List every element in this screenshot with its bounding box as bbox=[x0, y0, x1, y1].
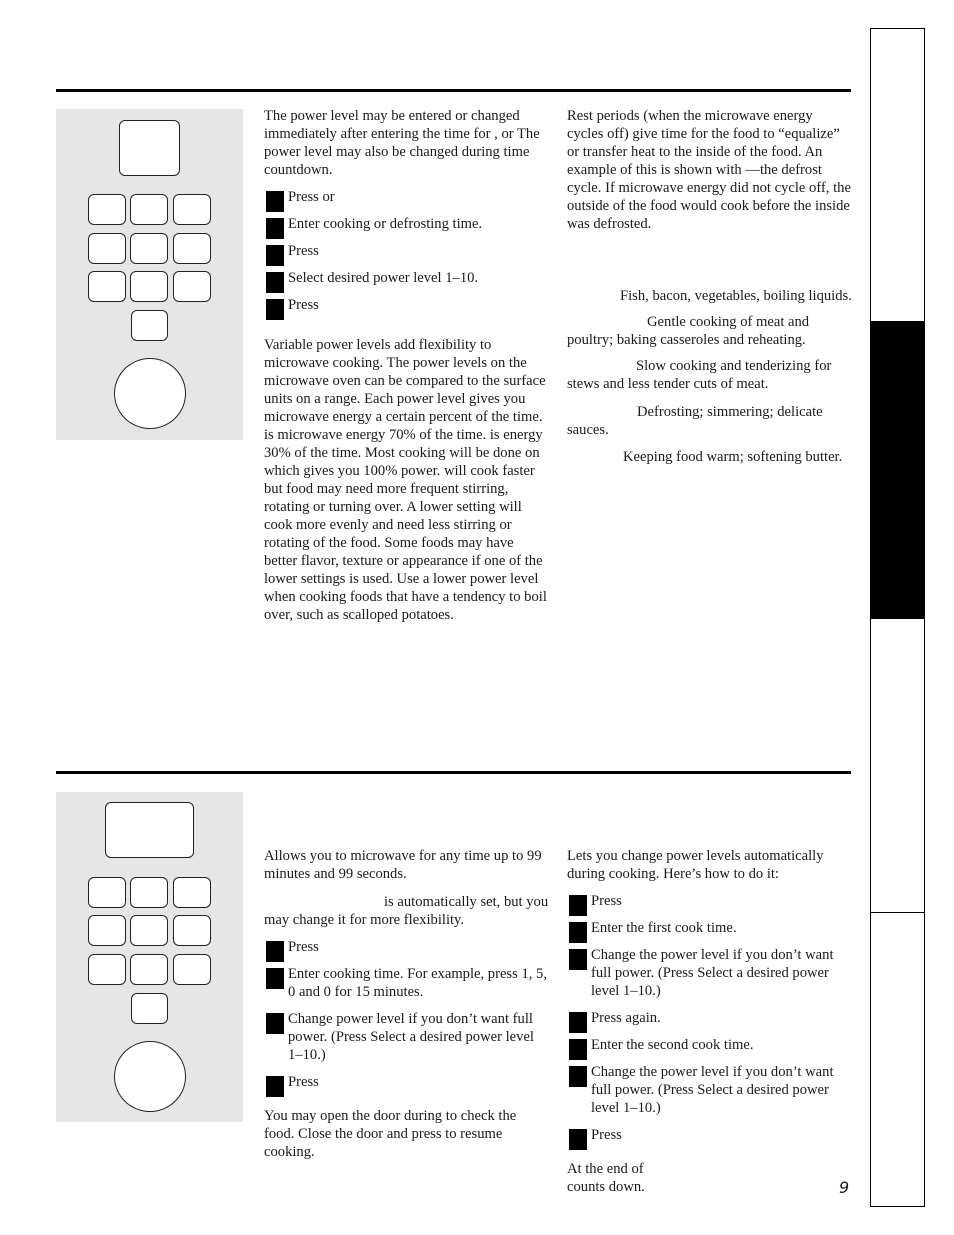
number-key bbox=[88, 954, 126, 985]
step-2: Enter the first cook time. bbox=[567, 919, 852, 937]
step-number-block bbox=[266, 245, 284, 266]
page-number: 9 bbox=[839, 1178, 850, 1197]
power-level-use-4: Defrosting; simmering; delicate sauces. bbox=[567, 404, 823, 438]
number-key bbox=[130, 954, 168, 985]
step-number-block bbox=[569, 949, 587, 970]
step-number-block bbox=[569, 1066, 587, 1087]
number-key bbox=[130, 271, 168, 302]
time-cook-column bbox=[264, 847, 549, 1161]
step-2: Enter cooking time. For example, press 1, 5, 0 and 0 for 15 minutes. bbox=[264, 965, 549, 1001]
number-key bbox=[131, 310, 168, 341]
section-rule-bottom bbox=[56, 771, 851, 774]
power-level-use-2: Gentle cooking of meat and poultry; baking casseroles and reheating. bbox=[567, 314, 810, 348]
step-number-block bbox=[266, 272, 284, 293]
step-number-block bbox=[569, 1039, 587, 1060]
number-key bbox=[131, 993, 168, 1024]
display-key bbox=[119, 120, 180, 176]
multi-stage-column bbox=[567, 847, 852, 1196]
number-key bbox=[130, 194, 168, 225]
number-key bbox=[88, 915, 126, 946]
step-3: Change the power level if you don’t want full power. (Press Select a desired power level 1–10.) bbox=[567, 946, 852, 1000]
step-6: Change the power level if you don’t want full power. (Press Select a desired power level 1–10.) bbox=[567, 1063, 852, 1117]
number-key bbox=[88, 233, 126, 264]
step-3: Change power level if you don’t want full power. (Press Select a desired power level 1–10.) bbox=[264, 1010, 549, 1064]
number-key bbox=[173, 194, 211, 225]
number-key bbox=[130, 877, 168, 908]
step-5: Press bbox=[264, 296, 547, 314]
step-1: Press bbox=[264, 938, 549, 956]
number-key bbox=[173, 877, 211, 908]
step-4: Select desired power level 1–10. bbox=[264, 269, 547, 287]
number-key bbox=[130, 233, 168, 264]
step-number-block bbox=[266, 941, 284, 962]
section-rule-top bbox=[56, 89, 851, 92]
step-number-block bbox=[569, 1129, 587, 1150]
display-key bbox=[105, 802, 194, 858]
time-cook-note: is automatically set, but you may change it for more flexibility. bbox=[264, 894, 549, 928]
number-key bbox=[173, 915, 211, 946]
step-number-block bbox=[266, 1076, 284, 1097]
step-1: Press or bbox=[264, 188, 547, 206]
step-1: Press bbox=[567, 892, 852, 910]
step-number-block bbox=[569, 922, 587, 943]
step-number-block bbox=[266, 191, 284, 212]
number-key bbox=[173, 954, 211, 985]
keypad-illustration-time-cook bbox=[56, 792, 243, 1122]
step-2: Enter cooking or defrosting time. bbox=[264, 215, 547, 233]
multi-stage-intro: Lets you change power levels automatically during cooking. Here’s how to do it: bbox=[567, 848, 824, 882]
step-number-block bbox=[569, 1012, 587, 1033]
number-key bbox=[173, 271, 211, 302]
power-level-use-5: Keeping food warm; softening butter. bbox=[623, 449, 843, 465]
step-3: Press bbox=[264, 242, 547, 260]
step-4: Press again. bbox=[567, 1009, 852, 1027]
time-cook-intro: Allows you to microwave for any time up to 99 minutes and 99 seconds. bbox=[264, 848, 542, 882]
number-key bbox=[130, 915, 168, 946]
power-level-use-3: Slow cooking and tenderizing for stews and less tender cuts of meat. bbox=[567, 358, 832, 392]
power-level-column bbox=[264, 107, 547, 624]
start-pad-circle bbox=[114, 1041, 186, 1112]
power-level-intro: The power level may be entered or changed immediately after entering the time for , or The power level may also be changed during time countdown. bbox=[264, 108, 540, 178]
sidebar-tab-4 bbox=[870, 912, 925, 1207]
sidebar-tab-1 bbox=[870, 28, 925, 322]
keypad-illustration-power-level bbox=[56, 109, 243, 440]
step-number-block bbox=[266, 218, 284, 239]
step-number-block bbox=[266, 1013, 284, 1034]
multi-stage-footer: At the end of counts down. bbox=[567, 1161, 645, 1195]
step-number-block bbox=[569, 895, 587, 916]
step-5: Enter the second cook time. bbox=[567, 1036, 852, 1054]
sidebar-tab-3 bbox=[870, 618, 925, 913]
start-pad-circle bbox=[114, 358, 186, 429]
rest-periods-text: Rest periods (when the microwave energy cycles off) give time for the food to “equalize” or transfer heat to the inside of the food. An example of this is shown with —the defrost cycle. If microwave energy did not cycle off, the outside of the food would cook before the inside was defrosted. bbox=[567, 108, 851, 232]
number-key bbox=[88, 194, 126, 225]
number-key bbox=[88, 877, 126, 908]
time-cook-footer: You may open the door during to check the food. Close the door and press to resume cooking. bbox=[264, 1108, 517, 1160]
rest-periods-column bbox=[567, 107, 852, 466]
number-key bbox=[88, 271, 126, 302]
step-number-block bbox=[266, 299, 284, 320]
step-4: Press bbox=[264, 1073, 549, 1091]
sidebar-tab-active bbox=[870, 321, 925, 619]
step-7: Press bbox=[567, 1126, 852, 1144]
power-level-body: Variable power levels add flexibility to microwave cooking. The power levels on the microwave oven can be compared to the surface units on a range. Each power level gives you microwave energy a certain percent of the time. is microwave energy 70% of the time. is energy 30% of the time. Most cooking will be done on which gives you 100% power. will cook faster but food may need more frequent stirring, rotating or turning over. A lower setting will cook more evenly and need less stirring or rotating of the food. Some foods may have better flavor, texture or appearance if one of the lower settings is used. Use a lower power level when cooking foods that have a tendency to boil over, such as scalloped potatoes. bbox=[264, 337, 547, 623]
number-key bbox=[173, 233, 211, 264]
power-level-use-1: Fish, bacon, vegetables, boiling liquids. bbox=[620, 288, 852, 304]
step-number-block bbox=[266, 968, 284, 989]
